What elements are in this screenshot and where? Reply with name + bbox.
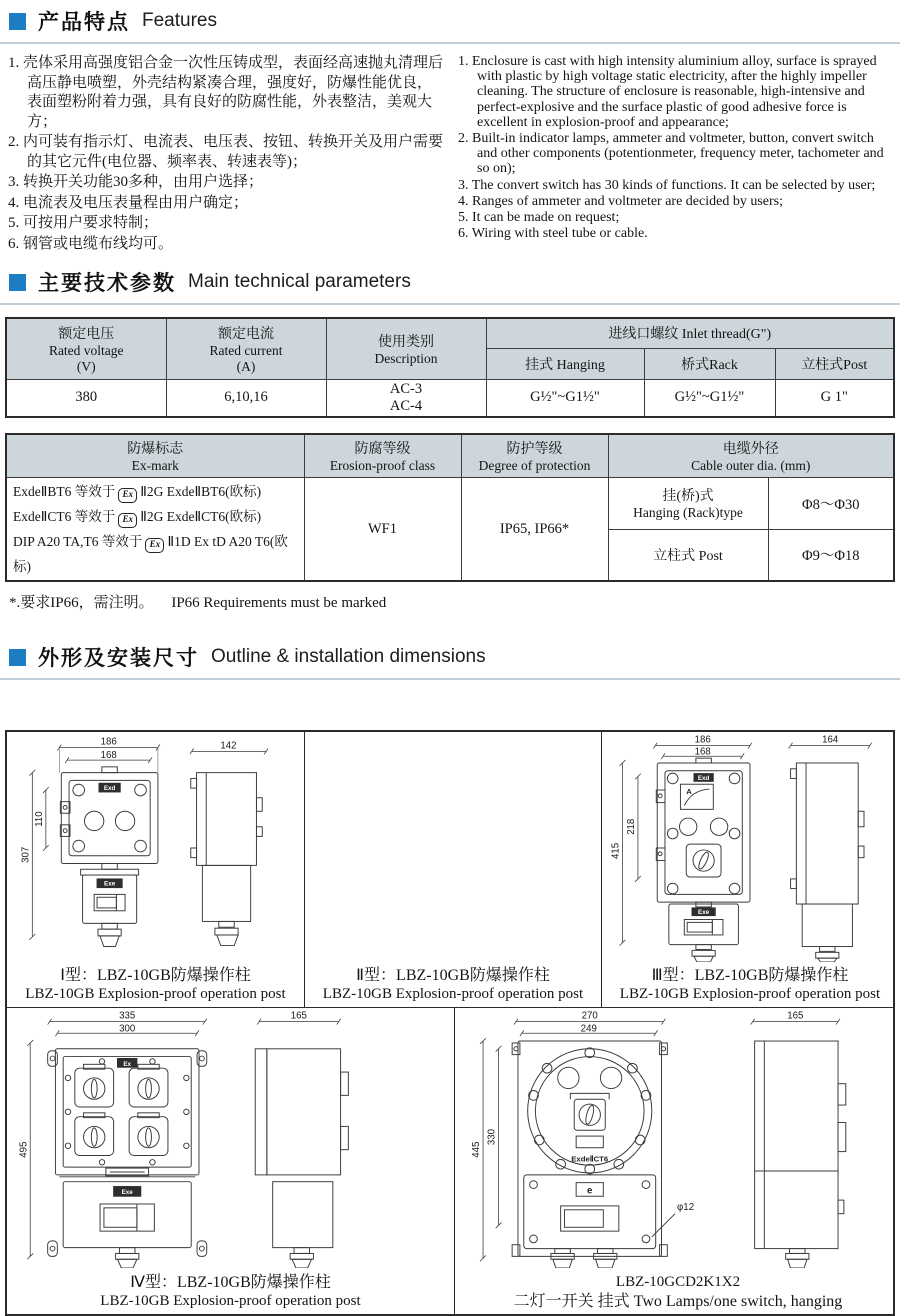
caption-en: LBZ-10GB Explosion-proof operation post bbox=[619, 986, 881, 1002]
cell-thread-hanging: G½"~G1½" bbox=[486, 379, 644, 417]
dim-label: 335 bbox=[119, 1010, 136, 1022]
cell-thread-post: G 1" bbox=[775, 379, 894, 417]
dim-label: 445 bbox=[471, 1141, 483, 1158]
caption-zh: Ⅰ型：LBZ-10GB防爆操作柱 bbox=[60, 967, 251, 984]
cell-protection-degree: IP65, IP66* bbox=[461, 478, 608, 582]
exmark-text: Ⅱ1D Ex tD A20 T6(欧标) bbox=[13, 534, 288, 574]
caption-sub: 二灯一开关 挂式 Two Lamps/one switch, hanging bbox=[513, 1293, 843, 1310]
section-title-en: Features bbox=[142, 10, 217, 31]
dim-label: 110 bbox=[33, 811, 45, 827]
col-header-protection bbox=[461, 434, 608, 478]
type3-side-view bbox=[789, 735, 872, 962]
header-unit: (A) bbox=[236, 358, 256, 374]
section-title-zh: 主要技术参数 bbox=[38, 272, 176, 295]
caption-zh: Ⅲ型：LBZ-10GB防爆操作柱 bbox=[651, 967, 849, 984]
feature-item-en: 5. It can be made on request; bbox=[458, 210, 620, 226]
cell-cable-dia-post: Φ9～Φ18 bbox=[768, 529, 894, 581]
exe-badge-label: Exe bbox=[104, 880, 116, 888]
lamps-front-view bbox=[471, 1011, 694, 1268]
feature-item-zh: 5. 可按用户要求特制； bbox=[8, 215, 159, 231]
cable-type-zh: 挂(桥)式 bbox=[662, 489, 714, 505]
col-header-erosion bbox=[304, 434, 461, 478]
ratings-table bbox=[5, 317, 895, 418]
type4-side-view bbox=[255, 1011, 348, 1268]
header-unit: (V) bbox=[76, 358, 96, 374]
caption-model: LBZ-10GCD2K1X2 bbox=[615, 1274, 741, 1290]
dim-label: 165 bbox=[787, 1010, 804, 1022]
col-header-hanging: 挂式 Hanging bbox=[486, 348, 644, 379]
exmark-text: ExdeⅡCT6 等效于 bbox=[13, 509, 116, 524]
footnote-zh: *.要求IP66，需注明。 bbox=[9, 595, 154, 611]
feature-item-zh: 1. 壳体采用高强度铝合金一次性压铸成型，表面经高速抛丸清理后高压静电喷塑，外壳结构紧凑合理，强度好，防爆性能优良，表面塑粉附着力强，具有良好的防腐性能，外表整洁，美观大方； bbox=[8, 55, 444, 130]
col-header-post: 立柱式Post bbox=[775, 348, 894, 379]
header-zh: 电缆外径 bbox=[722, 441, 779, 457]
lamps-switch-outline-drawing bbox=[455, 1010, 900, 1268]
ex-hexagon-icon: Ex bbox=[145, 538, 164, 553]
drawings-row-2 bbox=[7, 1007, 893, 1314]
exde-mark-label: ExdeⅡCT6 bbox=[571, 1154, 609, 1164]
cell-current: 6,10,16 bbox=[166, 379, 326, 417]
drawings-grid bbox=[5, 730, 895, 1316]
drawing-cell-type1 bbox=[7, 732, 304, 1007]
feature-item-en: 4. Ranges of ammeter and voltmeter are decided by users; bbox=[458, 193, 783, 209]
type4-outline-drawing bbox=[8, 1010, 453, 1268]
rotary-switch bbox=[75, 1113, 114, 1156]
header-en: Erosion-proof class bbox=[329, 457, 436, 473]
section-header-dimensions bbox=[0, 636, 900, 680]
section-bullet-icon bbox=[9, 13, 26, 30]
drawing-caption bbox=[7, 966, 304, 1004]
section-title-zh: 产品特点 bbox=[38, 11, 130, 34]
exmark-text: Ⅱ2G ExdeⅡBT6(欧标) bbox=[140, 484, 262, 499]
section-bullet-icon bbox=[9, 649, 26, 666]
drawing-caption bbox=[7, 1273, 454, 1311]
dim-label: 186 bbox=[100, 736, 117, 748]
drawing-cell-lamps-switch bbox=[454, 1008, 900, 1314]
ex-hexagon-icon: Ex bbox=[118, 488, 137, 503]
feature-item-en: 3. The convert switch has 30 kinds of functions. It can be selected by user; bbox=[458, 177, 876, 193]
header-zh: 额定电流 bbox=[218, 326, 274, 342]
cell-cable-type-post bbox=[608, 529, 768, 581]
cell-erosion-class: WF1 bbox=[304, 478, 461, 582]
exmark-text: DIP A20 TA,T6 等效于 bbox=[13, 534, 143, 549]
footnote-en: IP66 Requirements must be marked bbox=[171, 595, 387, 611]
section-title-en: Main technical parameters bbox=[188, 271, 411, 292]
cell-exmark bbox=[6, 478, 304, 582]
dim-label: 142 bbox=[220, 740, 237, 752]
header-zh: 防爆标志 bbox=[127, 441, 184, 457]
caption-zh: Ⅳ型：LBZ-10GB防爆操作柱 bbox=[130, 1274, 331, 1291]
header-en: Cable outer dia. (mm) bbox=[691, 457, 811, 473]
cable-type-zh: 立柱式 Post bbox=[653, 548, 723, 564]
header-en: Description bbox=[374, 350, 438, 366]
type1-front-view bbox=[20, 737, 159, 947]
header-zh: 防护等级 bbox=[506, 441, 563, 457]
e-badge-label: e bbox=[587, 1185, 593, 1197]
rotary-switch bbox=[129, 1064, 168, 1107]
cell-voltage: 380 bbox=[6, 379, 166, 417]
section-title-zh: 外形及安装尺寸 bbox=[38, 647, 199, 670]
features-list-chinese bbox=[8, 54, 444, 255]
caption-en: LBZ-10GB Explosion-proof operation post bbox=[100, 1293, 361, 1309]
features-list-english bbox=[458, 54, 894, 255]
header-zh: 额定电压 bbox=[58, 326, 115, 342]
exd-badge-label: Exd bbox=[103, 785, 116, 793]
dim-label: 165 bbox=[290, 1010, 307, 1022]
desc-line: AC-3 bbox=[389, 380, 423, 397]
rotary-switch bbox=[75, 1064, 114, 1107]
header-zh: 防腐等级 bbox=[354, 441, 411, 457]
exmark-text: Ⅱ2G ExdeⅡCT6(欧标) bbox=[140, 509, 262, 524]
cable-type-en: Hanging (Rack)type bbox=[633, 505, 743, 521]
ex-badge-label: Ex bbox=[123, 1060, 132, 1068]
cell-description bbox=[326, 379, 486, 417]
rotary-switch bbox=[129, 1113, 168, 1156]
dim-label: 186 bbox=[694, 734, 711, 746]
col-header-rated-voltage bbox=[6, 318, 166, 379]
dim-label: 168 bbox=[100, 750, 117, 762]
feature-item-zh: 6. 钢管或电缆布线均可。 bbox=[8, 235, 174, 252]
exd-badge-label: Exd bbox=[697, 774, 710, 782]
section-header-parameters bbox=[0, 261, 900, 305]
col-header-description bbox=[326, 318, 486, 379]
dim-label: 270 bbox=[581, 1010, 598, 1022]
dim-label: 168 bbox=[694, 746, 711, 758]
ex-hexagon-icon: Ex bbox=[118, 513, 137, 528]
dim-label: 300 bbox=[119, 1023, 136, 1035]
header-en: Rated current bbox=[209, 342, 283, 358]
header-en: Degree of protection bbox=[478, 457, 591, 473]
exmark-table bbox=[5, 433, 895, 583]
type1-side-view bbox=[190, 740, 268, 945]
dim-label: 218 bbox=[626, 818, 638, 835]
ammeter-label: A bbox=[686, 786, 692, 796]
dim-label: 164 bbox=[822, 734, 839, 746]
dim-label: 249 bbox=[580, 1023, 597, 1035]
drawing-cell-type2 bbox=[304, 732, 601, 1007]
drawing-caption bbox=[602, 966, 898, 1004]
col-header-cable-dia bbox=[608, 434, 894, 478]
drawing-caption bbox=[305, 966, 601, 1004]
caption-en: LBZ-10GB Explosion-proof operation post bbox=[322, 986, 584, 1002]
type1-outline-drawing bbox=[8, 734, 303, 962]
feature-item-zh: 4. 电流表及电压表量程由用户确定； bbox=[8, 194, 249, 211]
drawing-cell-type4 bbox=[7, 1008, 454, 1314]
exmark-text: ExdeⅡBT6 等效于 bbox=[13, 484, 116, 499]
features-columns bbox=[0, 44, 900, 261]
feature-item-en: 6. Wiring with steel tube or cable. bbox=[458, 226, 648, 242]
feature-item-en: 1. Enclosure is cast with high intensity aluminium alloy, surface is sprayed with plastic by high voltage static electricity, after the highly impeller cleaning. The structure of enclosure is reasonable, high-intensive and perfect-explosive and the surface plastic of good adhesive force is excellent in explosion-proof and appearance; bbox=[458, 54, 877, 130]
table-footnote bbox=[9, 591, 900, 612]
section-title-en: Outline & installation dimensions bbox=[211, 646, 486, 667]
col-header-rack: 桥式Rack bbox=[644, 348, 775, 379]
feature-item-zh: 2. 内可装有指示灯、电流表、电压表、按钮、转换开关及用户需要的其它元件(电位器、频率表、转速表等)； bbox=[8, 134, 444, 170]
header-en: Rated voltage bbox=[48, 342, 124, 358]
drawing-cell-type3 bbox=[601, 732, 898, 1007]
type3-front-view bbox=[611, 735, 752, 962]
caption-en: LBZ-10GB Explosion-proof operation post bbox=[25, 986, 286, 1002]
cell-thread-rack: G½"~G1½" bbox=[644, 379, 775, 417]
dim-label: 330 bbox=[486, 1128, 498, 1146]
type3-outline-drawing bbox=[602, 734, 898, 962]
cell-cable-dia-hanging: Φ8～Φ30 bbox=[768, 478, 894, 530]
dim-label: 307 bbox=[20, 846, 32, 863]
feature-item-zh: 3. 转换开关功能30多种，由用户选择； bbox=[8, 174, 264, 190]
drawing-caption bbox=[455, 1273, 900, 1311]
dim-label: 415 bbox=[610, 842, 622, 859]
drawings-row-1 bbox=[7, 732, 893, 1007]
feature-item-en: 2. Built-in indicator lamps, ammeter and voltmeter, button, convert switch and other components (potentionmeter, frequency meter, tachometer and so on); bbox=[458, 131, 884, 177]
col-header-inlet-thread: 进线口螺纹 Inlet thread(G") bbox=[486, 318, 894, 348]
section-bullet-icon bbox=[9, 274, 26, 291]
dim-label: 495 bbox=[18, 1141, 30, 1158]
header-en: Ex-mark bbox=[131, 457, 179, 473]
exe-badge-label: Exe bbox=[121, 1188, 133, 1196]
caption-zh: Ⅱ型：LBZ-10GB防爆操作柱 bbox=[356, 967, 550, 984]
lamps-side-view bbox=[751, 1011, 846, 1268]
exmark-line bbox=[13, 504, 301, 529]
section-header-features bbox=[0, 0, 900, 44]
exmark-line bbox=[13, 529, 301, 579]
type4-front-view bbox=[18, 1011, 206, 1268]
cell-cable-type-hanging bbox=[608, 478, 768, 530]
col-header-rated-current bbox=[166, 318, 326, 379]
header-zh: 使用类别 bbox=[378, 334, 434, 350]
col-header-exmark bbox=[6, 434, 304, 478]
desc-line: AC-4 bbox=[389, 397, 423, 414]
exmark-line bbox=[13, 479, 301, 504]
exe-badge-label: Exe bbox=[698, 909, 710, 917]
phi-label: φ12 bbox=[677, 1201, 695, 1213]
